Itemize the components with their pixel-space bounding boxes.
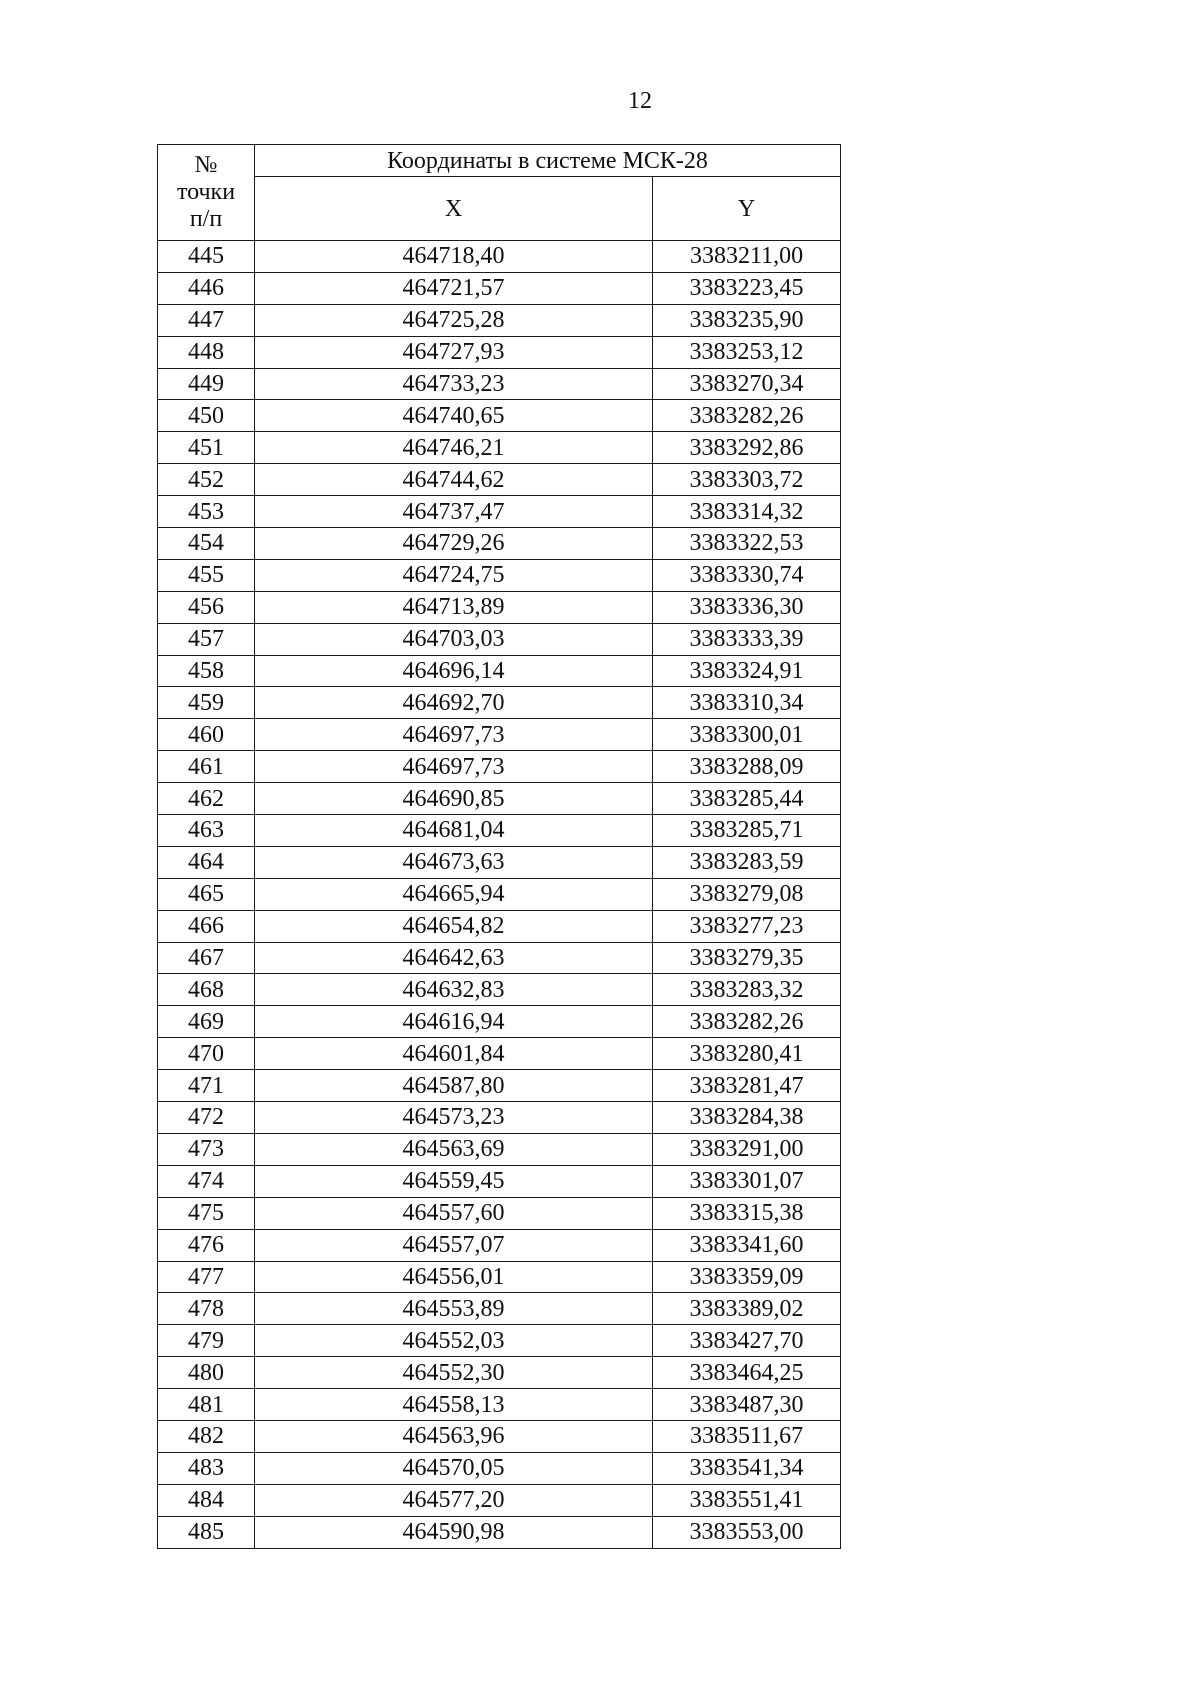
table-row (158, 1006, 841, 1038)
x-coordinate-cell: 464552,03 (255, 1325, 653, 1357)
point-number-cell: 485 (158, 1516, 255, 1548)
point-number-cell: 471 (158, 1070, 255, 1102)
table-row (158, 910, 841, 942)
y-coordinate-cell: 3383292,86 (653, 432, 841, 464)
x-coordinate-cell: 464559,45 (255, 1165, 653, 1197)
table-row (158, 241, 841, 273)
table-row (158, 1484, 841, 1516)
point-number-cell: 453 (158, 496, 255, 528)
point-number-cell: 470 (158, 1038, 255, 1070)
table-row (158, 1452, 841, 1484)
table-row (158, 719, 841, 751)
y-coordinate-cell: 3383288,09 (653, 751, 841, 783)
point-number-cell: 457 (158, 623, 255, 655)
y-coordinate-cell: 3383551,41 (653, 1484, 841, 1516)
point-number-cell: 451 (158, 432, 255, 464)
table-row (158, 878, 841, 910)
y-coordinate-cell: 3383301,07 (653, 1165, 841, 1197)
x-coordinate-cell: 464746,21 (255, 432, 653, 464)
point-number-cell: 449 (158, 368, 255, 400)
point-number-cell: 477 (158, 1261, 255, 1293)
point-number-cell: 446 (158, 272, 255, 304)
table-row (158, 1070, 841, 1102)
point-number-header-line1: № (194, 152, 218, 178)
point-number-cell: 484 (158, 1484, 255, 1516)
table-row (158, 496, 841, 528)
x-coordinate-cell: 464703,03 (255, 623, 653, 655)
y-coordinate-cell: 3383285,71 (653, 815, 841, 847)
x-coordinate-cell: 464725,28 (255, 304, 653, 336)
y-coordinate-cell: 3383283,59 (653, 846, 841, 878)
y-coordinate-cell: 3383280,41 (653, 1038, 841, 1070)
table-body (158, 241, 841, 1549)
table-row (158, 815, 841, 847)
y-coordinate-cell: 3383282,26 (653, 1006, 841, 1038)
table-row (158, 846, 841, 878)
y-coordinate-cell: 3383487,30 (653, 1389, 841, 1421)
point-number-cell: 475 (158, 1197, 255, 1229)
table-row (158, 528, 841, 560)
x-coordinate-cell: 464570,05 (255, 1452, 653, 1484)
table-row (158, 751, 841, 783)
point-number-cell: 456 (158, 591, 255, 623)
table-row (158, 1420, 841, 1452)
table-row (158, 1229, 841, 1261)
x-coordinate-cell: 464692,70 (255, 687, 653, 719)
y-coordinate-cell: 3383279,08 (653, 878, 841, 910)
x-coordinate-cell: 464713,89 (255, 591, 653, 623)
point-number-cell: 479 (158, 1325, 255, 1357)
x-coordinate-cell: 464681,04 (255, 815, 653, 847)
y-coordinate-cell: 3383314,32 (653, 496, 841, 528)
x-coordinate-cell: 464558,13 (255, 1389, 653, 1421)
point-number-header-line3: п/п (189, 206, 223, 232)
y-column-header: Y (653, 177, 841, 241)
y-coordinate-cell: 3383341,60 (653, 1229, 841, 1261)
y-coordinate-cell: 3383336,30 (653, 591, 841, 623)
y-coordinate-cell: 3383284,38 (653, 1102, 841, 1134)
page-number: 12 (628, 88, 652, 114)
x-coordinate-cell: 464587,80 (255, 1070, 653, 1102)
x-coordinate-cell: 464729,26 (255, 528, 653, 560)
coordinate-system-header: Координаты в системе МСК-28 (255, 145, 841, 177)
x-coordinate-cell: 464563,69 (255, 1133, 653, 1165)
y-coordinate-cell: 3383310,34 (653, 687, 841, 719)
point-number-cell: 473 (158, 1133, 255, 1165)
table-row (158, 655, 841, 687)
point-number-cell: 469 (158, 1006, 255, 1038)
point-number-cell: 482 (158, 1420, 255, 1452)
y-coordinate-cell: 3383277,23 (653, 910, 841, 942)
x-coordinate-cell: 464601,84 (255, 1038, 653, 1070)
table-row (158, 336, 841, 368)
point-number-cell: 464 (158, 846, 255, 878)
table-row (158, 623, 841, 655)
y-coordinate-cell: 3383389,02 (653, 1293, 841, 1325)
table-row (158, 1325, 841, 1357)
x-coordinate-cell: 464573,23 (255, 1102, 653, 1134)
point-number-cell: 447 (158, 304, 255, 336)
x-coordinate-cell: 464697,73 (255, 751, 653, 783)
table-row (158, 1197, 841, 1229)
table-row (158, 432, 841, 464)
point-number-cell: 454 (158, 528, 255, 560)
y-coordinate-cell: 3383235,90 (653, 304, 841, 336)
x-coordinate-cell: 464553,89 (255, 1293, 653, 1325)
x-coordinate-cell: 464733,23 (255, 368, 653, 400)
y-coordinate-cell: 3383211,00 (653, 241, 841, 273)
y-coordinate-cell: 3383330,74 (653, 559, 841, 591)
x-coordinate-cell: 464697,73 (255, 719, 653, 751)
y-coordinate-cell: 3383223,45 (653, 272, 841, 304)
table-row (158, 559, 841, 591)
x-coordinate-cell: 464557,07 (255, 1229, 653, 1261)
point-number-cell: 445 (158, 241, 255, 273)
x-coordinate-cell: 464654,82 (255, 910, 653, 942)
x-coordinate-cell: 464665,94 (255, 878, 653, 910)
table-row (158, 783, 841, 815)
point-number-cell: 452 (158, 464, 255, 496)
coordinates-table (157, 144, 841, 1549)
y-coordinate-cell: 3383282,26 (653, 400, 841, 432)
x-coordinate-cell: 464556,01 (255, 1261, 653, 1293)
table-row (158, 1293, 841, 1325)
x-coordinate-cell: 464642,63 (255, 942, 653, 974)
point-number-cell: 480 (158, 1357, 255, 1389)
point-number-cell: 463 (158, 815, 255, 847)
y-coordinate-cell: 3383270,34 (653, 368, 841, 400)
table-row (158, 464, 841, 496)
x-coordinate-cell: 464557,60 (255, 1197, 653, 1229)
table-row (158, 974, 841, 1006)
table-row (158, 1389, 841, 1421)
point-number-cell: 465 (158, 878, 255, 910)
y-coordinate-cell: 3383553,00 (653, 1516, 841, 1548)
table-row (158, 304, 841, 336)
point-number-cell: 481 (158, 1389, 255, 1421)
point-number-cell: 460 (158, 719, 255, 751)
y-coordinate-cell: 3383511,67 (653, 1420, 841, 1452)
y-coordinate-cell: 3383253,12 (653, 336, 841, 368)
x-coordinate-cell: 464744,62 (255, 464, 653, 496)
y-coordinate-cell: 3383281,47 (653, 1070, 841, 1102)
x-coordinate-cell: 464552,30 (255, 1357, 653, 1389)
point-number-cell: 472 (158, 1102, 255, 1134)
point-number-cell: 448 (158, 336, 255, 368)
x-coordinate-cell: 464727,93 (255, 336, 653, 368)
x-coordinate-cell: 464724,75 (255, 559, 653, 591)
y-coordinate-cell: 3383285,44 (653, 783, 841, 815)
table-row (158, 1357, 841, 1389)
x-coordinate-cell: 464616,94 (255, 1006, 653, 1038)
x-column-header: X (255, 177, 653, 241)
y-coordinate-cell: 3383322,53 (653, 528, 841, 560)
y-coordinate-cell: 3383359,09 (653, 1261, 841, 1293)
y-coordinate-cell: 3383291,00 (653, 1133, 841, 1165)
y-coordinate-cell: 3383303,72 (653, 464, 841, 496)
x-coordinate-cell: 464740,65 (255, 400, 653, 432)
x-coordinate-cell: 464696,14 (255, 655, 653, 687)
x-coordinate-cell: 464632,83 (255, 974, 653, 1006)
table-row (158, 368, 841, 400)
point-number-cell: 468 (158, 974, 255, 1006)
point-number-cell: 455 (158, 559, 255, 591)
x-coordinate-cell: 464718,40 (255, 241, 653, 273)
table-header (158, 145, 841, 241)
table-row (158, 1516, 841, 1548)
table-row (158, 1261, 841, 1293)
y-coordinate-cell: 3383283,32 (653, 974, 841, 1006)
point-number-header (158, 145, 255, 241)
point-number-cell: 476 (158, 1229, 255, 1261)
y-coordinate-cell: 3383324,91 (653, 655, 841, 687)
y-coordinate-cell: 3383333,39 (653, 623, 841, 655)
y-coordinate-cell: 3383279,35 (653, 942, 841, 974)
x-coordinate-cell: 464673,63 (255, 846, 653, 878)
point-number-cell: 466 (158, 910, 255, 942)
table-row (158, 1165, 841, 1197)
y-coordinate-cell: 3383464,25 (653, 1357, 841, 1389)
y-coordinate-cell: 3383541,34 (653, 1452, 841, 1484)
table-row (158, 1133, 841, 1165)
y-coordinate-cell: 3383315,38 (653, 1197, 841, 1229)
point-number-cell: 467 (158, 942, 255, 974)
header-row-top (158, 145, 841, 177)
point-number-cell: 461 (158, 751, 255, 783)
point-number-cell: 478 (158, 1293, 255, 1325)
table-row (158, 272, 841, 304)
x-coordinate-cell: 464737,47 (255, 496, 653, 528)
point-number-cell: 450 (158, 400, 255, 432)
table-row (158, 591, 841, 623)
point-number-cell: 459 (158, 687, 255, 719)
y-coordinate-cell: 3383427,70 (653, 1325, 841, 1357)
x-coordinate-cell: 464690,85 (255, 783, 653, 815)
point-number-cell: 483 (158, 1452, 255, 1484)
table-row (158, 687, 841, 719)
point-number-cell: 474 (158, 1165, 255, 1197)
table-row (158, 1102, 841, 1134)
x-coordinate-cell: 464577,20 (255, 1484, 653, 1516)
table-row (158, 942, 841, 974)
y-coordinate-cell: 3383300,01 (653, 719, 841, 751)
x-coordinate-cell: 464721,57 (255, 272, 653, 304)
table-row (158, 400, 841, 432)
table-row (158, 1038, 841, 1070)
header-row-axes (158, 177, 841, 241)
point-number-header-line2: точки (176, 179, 236, 205)
point-number-cell: 462 (158, 783, 255, 815)
x-coordinate-cell: 464563,96 (255, 1420, 653, 1452)
x-coordinate-cell: 464590,98 (255, 1516, 653, 1548)
point-number-cell: 458 (158, 655, 255, 687)
